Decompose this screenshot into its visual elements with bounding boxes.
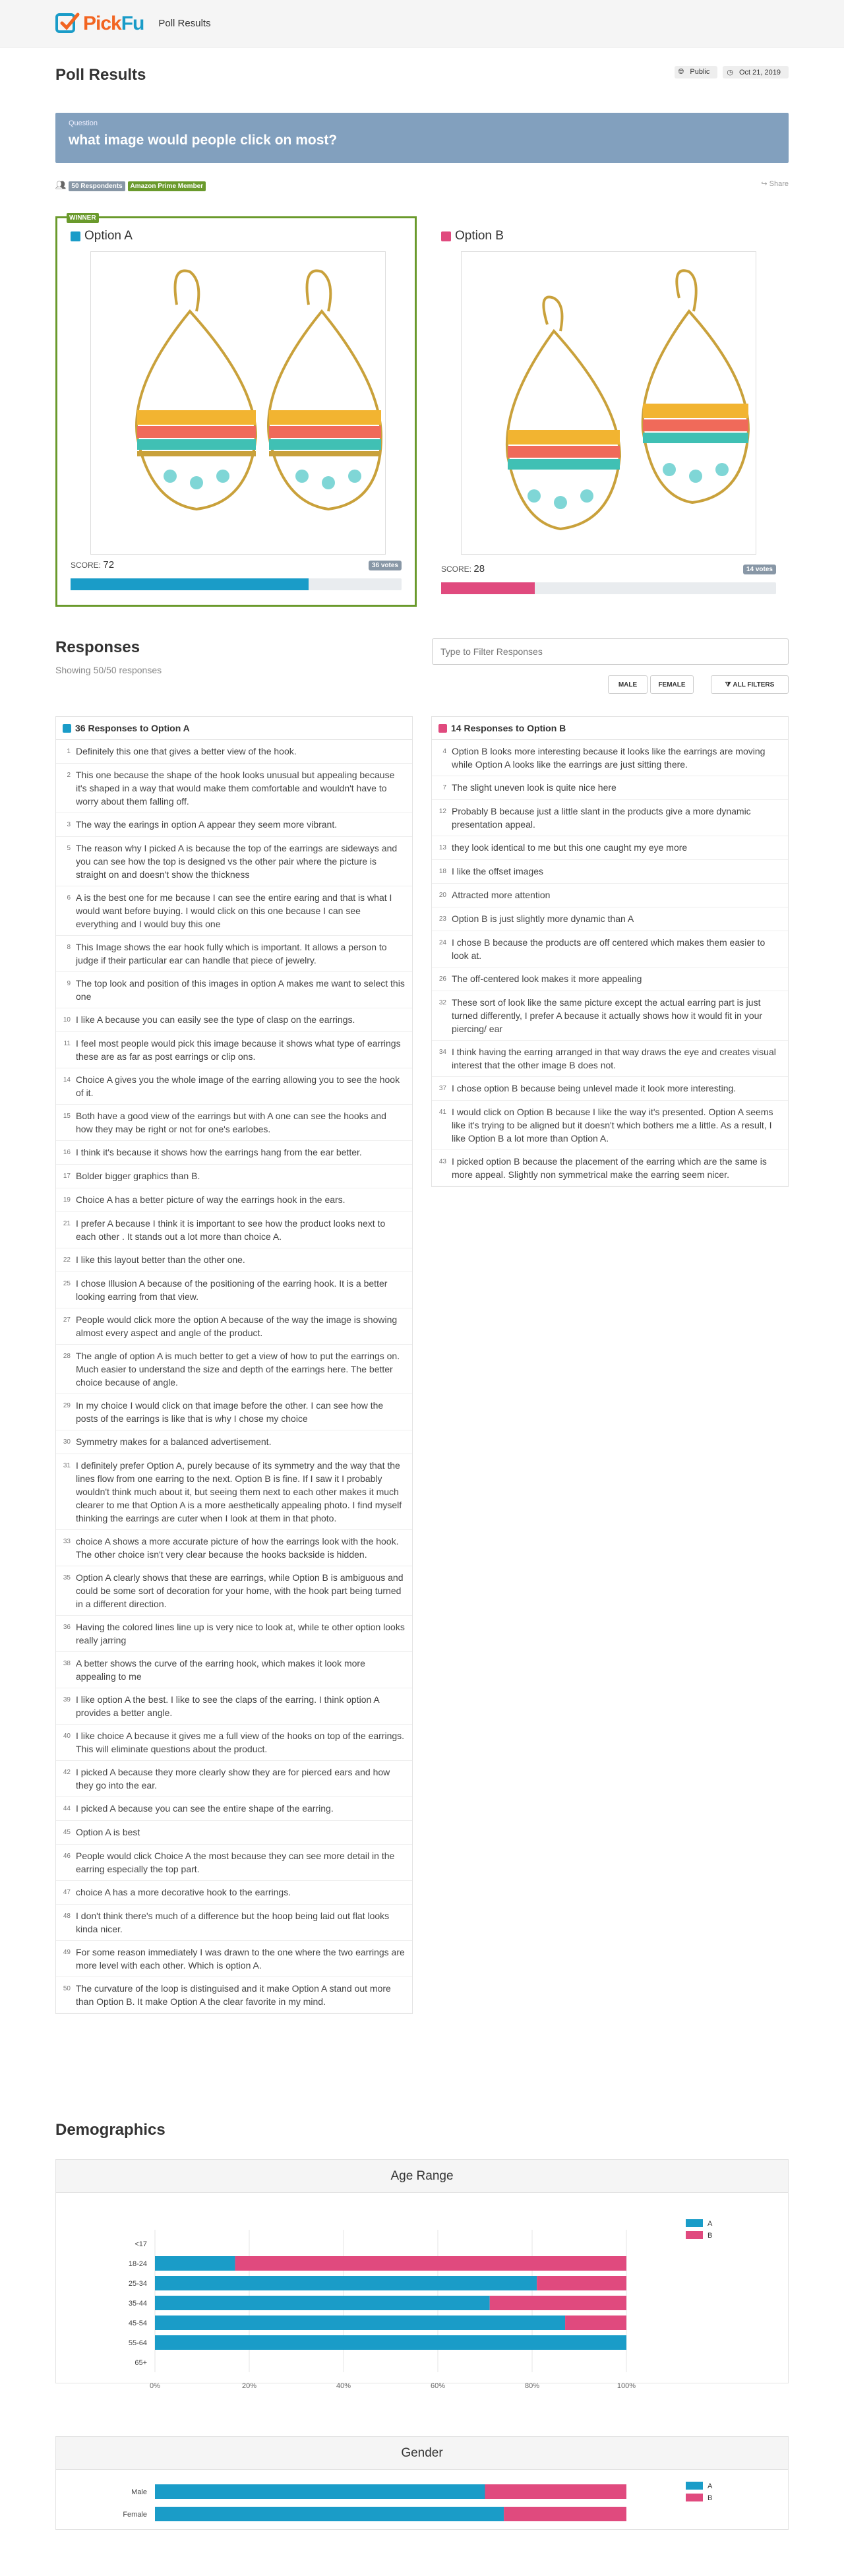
- response-text: The curvature of the loop is distinguised and it make Option A stand out more than Option B. It make Option A the clear favorite in my mind.: [76, 1983, 391, 2007]
- response-item: [56, 1248, 412, 1272]
- response-item: [56, 1032, 412, 1068]
- response-text: The slight uneven look is quite nice here: [452, 782, 617, 793]
- response-text: Symmetry makes for a balanced advertisement.: [76, 1436, 272, 1447]
- response-text: Option B is just slightly more dynamic than A: [452, 913, 634, 924]
- category-label: 35-44: [128, 2300, 147, 2308]
- responses-heading: Responses: [55, 638, 140, 656]
- response-text: I definitely prefer Option A, purely because of its symmetry and the way that the lines flow from one earring to the next. Option B is fine. If I saw it I probably wouldn't think much about it, but seeing them next to each other makes it much clearer to me that Option A is a more aesthetically appealing photo. I find myself thinking the earrings are cuter when I look at them in that photo.: [76, 1460, 402, 1523]
- pickfu-logo[interactable]: [55, 12, 144, 36]
- response-text: The off-centered look makes it more appealing: [452, 973, 642, 984]
- category-label: 55-64: [128, 2339, 147, 2347]
- response-number: 3: [67, 821, 71, 828]
- response-item: [56, 1725, 412, 1761]
- option-b-title: Option B: [441, 229, 776, 243]
- response-text: Bolder bigger graphics than B.: [76, 1171, 200, 1181]
- response-number: 2: [67, 772, 71, 779]
- response-item: [432, 1077, 788, 1101]
- female-filter-button[interactable]: FEMALE: [650, 675, 694, 694]
- response-item: [432, 1150, 788, 1186]
- response-item: [56, 1272, 412, 1308]
- filter-buttons: [55, 675, 789, 695]
- category-label: 45-54: [128, 2319, 147, 2327]
- response-number: 37: [438, 1085, 446, 1092]
- response-item: [56, 1394, 412, 1430]
- filter-icon: ⧩: [725, 681, 733, 689]
- option-a-votes: 36 votes: [369, 561, 402, 570]
- category-label: 65+: [135, 2359, 147, 2367]
- response-text: Both have a good view of the earrings but with A one can see the hooks and how they may be right or not for one's earlobes.: [76, 1111, 386, 1134]
- response-number: 8: [67, 944, 71, 951]
- audience-tag: Amazon Prime Member: [128, 181, 206, 191]
- response-item: [56, 1881, 412, 1905]
- response-number: 25: [63, 1280, 71, 1287]
- response-text: they look identical to me but this one caught my eye more: [452, 842, 688, 853]
- pickfu-logo-icon: [55, 12, 80, 36]
- response-number: 47: [63, 1889, 71, 1896]
- response-item: [56, 1141, 412, 1165]
- response-text: I would click on Option B because I like the way it's presented. Option A seems like it's trying to be aligned but it doesn't which bothers me a little. As a result, I like Option B a lot more than Option A.: [452, 1107, 773, 1144]
- response-number: 21: [63, 1220, 71, 1227]
- response-item: [432, 740, 788, 776]
- response-number: 43: [438, 1158, 446, 1165]
- earring-left-icon: [507, 297, 620, 529]
- response-number: 26: [438, 975, 446, 983]
- question-box: [55, 113, 789, 163]
- response-item: [56, 1068, 412, 1105]
- option-b-score-bar: [441, 582, 776, 594]
- option-b-votes: 14 votes: [743, 565, 776, 574]
- response-number: 32: [438, 999, 446, 1006]
- response-number: 24: [438, 939, 446, 946]
- earring-right-icon: [643, 270, 748, 503]
- bar-segment-a: [155, 2256, 235, 2271]
- response-text: I prefer A because I think it is important to see how the product looks next to each other . It stands out a lot more than choice A.: [76, 1218, 386, 1242]
- users-icon: 👥︎: [55, 180, 67, 190]
- bar-segment-a: [155, 2335, 626, 2350]
- response-text: Probably B because just a little slant in the products give a more dynamic presentation appeal.: [452, 806, 751, 830]
- option-a-card[interactable]: [55, 216, 417, 607]
- option-a-score-bar: [71, 578, 402, 590]
- response-item: [56, 1105, 412, 1141]
- response-number: 45: [63, 1829, 71, 1836]
- bar-segment-b: [235, 2256, 626, 2271]
- option-a-responses: [55, 716, 413, 2014]
- response-item: [56, 1188, 412, 1212]
- age-range-panel: [55, 2159, 789, 2390]
- response-item: [56, 1165, 412, 1188]
- response-text: I think having the earring arranged in that way draws the eye and creates visual interest that the other image B does not.: [452, 1047, 776, 1070]
- response-text: choice A shows a more accurate picture of how the earrings look with the hook. The other choice isn't very clear because the hooks backside is hidden.: [76, 1536, 399, 1560]
- response-number: 9: [67, 980, 71, 987]
- response-item: [432, 1041, 788, 1077]
- response-text: These sort of look like the same picture except the actual earring part is just turned differently, I prefer A because it actually shows how it would fit in your piercing/ ear: [452, 997, 763, 1034]
- question-text: what image would people click on most?: [69, 133, 338, 148]
- page-title: Poll Results: [55, 66, 146, 84]
- response-text: Choice A gives you the whole image of the earring allowing you to see the hook of it.: [76, 1074, 400, 1098]
- bar-segment-b: [490, 2296, 626, 2310]
- response-number: 14: [63, 1076, 71, 1084]
- response-number: 17: [63, 1173, 71, 1180]
- response-number: 18: [438, 868, 446, 875]
- response-item: [432, 860, 788, 884]
- option-b-score: SCORE: 28: [441, 563, 485, 574]
- response-text: I picked A because you can see the entire shape of the earring.: [76, 1803, 334, 1814]
- legend-label: B: [708, 2494, 713, 2502]
- response-number: 28: [63, 1353, 71, 1360]
- response-item: [56, 1616, 412, 1652]
- response-text: I like the offset images: [452, 866, 544, 876]
- poll-header: [55, 66, 789, 92]
- response-item: [56, 1941, 412, 1977]
- response-number: 44: [63, 1805, 71, 1812]
- option-a-image[interactable]: [90, 251, 386, 555]
- response-number: 27: [63, 1316, 71, 1324]
- response-text: A is the best one for me because I can see the entire earing and that is what I would want before buying. I would click on this one because I can see everything and I would buy this one: [76, 892, 392, 929]
- response-number: 7: [442, 784, 446, 791]
- response-text: Attracted more attention: [452, 890, 551, 900]
- visibility-badge: 🌐︎ Public: [675, 66, 718, 78]
- winner-badge: WINNER: [67, 213, 99, 223]
- legend-swatch: [686, 2231, 703, 2239]
- response-number: 49: [63, 1949, 71, 1956]
- bar-segment-b: [485, 2484, 627, 2499]
- age-range-chart: [56, 2193, 788, 2390]
- respondents-tag: 50 Respondents: [69, 181, 125, 191]
- response-item: [56, 1530, 412, 1566]
- category-label: 18-24: [128, 2260, 147, 2268]
- bar-segment-a: [155, 2484, 485, 2499]
- response-item: [56, 936, 412, 972]
- response-item: [56, 1845, 412, 1881]
- response-text: Having the colored lines line up is very nice to look at, while te other option looks really jarring: [76, 1622, 405, 1645]
- response-item: [56, 1212, 412, 1248]
- response-text: Option B looks more interesting because it looks like the earrings are moving while Option A looks like the earrings are just sitting there.: [452, 746, 766, 770]
- response-item: [56, 1797, 412, 1821]
- option-b-image[interactable]: [461, 251, 756, 555]
- legend-swatch: [686, 2482, 703, 2490]
- response-text: I chose option B because being unlevel made it look more interesting.: [452, 1083, 737, 1093]
- bar-segment-a: [155, 2315, 565, 2330]
- response-item: [56, 740, 412, 764]
- response-number: 42: [63, 1769, 71, 1776]
- nav-title: Poll Results: [158, 18, 211, 29]
- response-number: 6: [67, 894, 71, 902]
- response-number: 19: [63, 1196, 71, 1204]
- demographics-section: [55, 2121, 789, 2530]
- response-item: [56, 886, 412, 936]
- response-text: I picked A because they more clearly show they are for pierced ears and how they go into the ear.: [76, 1767, 390, 1791]
- response-item: [56, 1821, 412, 1845]
- response-number: 15: [63, 1113, 71, 1120]
- response-text: The angle of option A is much better to get a view of how to put the earrings on. Much easier to understand the size and depth of the earrings here. The better choice because of angle.: [76, 1351, 400, 1388]
- response-text: This one because the shape of the hook looks unusual but appealing because it's shaped in a way that would make them comfortable and wouldn't have to worry about them falling off.: [76, 770, 395, 807]
- option-a-score-fill: [71, 578, 309, 590]
- x-tick-label: 40%: [336, 2382, 351, 2390]
- response-item: [432, 800, 788, 836]
- response-item: [56, 1977, 412, 2013]
- response-number: 11: [63, 1040, 71, 1047]
- response-text: People would click more the option A because of the way the image is showing almost every aspect and angle of the product.: [76, 1314, 398, 1338]
- response-item: [56, 764, 412, 813]
- response-text: I chose Illusion A because of the positioning of the earring hook. It is a better looking earring from that view.: [76, 1278, 388, 1302]
- option-b-responses: [431, 716, 789, 1187]
- response-item: [432, 907, 788, 931]
- response-item: [432, 991, 788, 1041]
- response-number: 12: [438, 808, 446, 815]
- response-number: 48: [63, 1913, 71, 1920]
- option-a-responses-header: 36 Responses to Option A: [56, 717, 412, 740]
- response-text: The reason why I picked A is because the top of the earrings are sideways and you can see how the top is designed vs the other pair where the picture is straight on and doesn't show the thickness: [76, 843, 398, 880]
- response-number: 16: [63, 1149, 71, 1156]
- earring-right-icon: [268, 271, 381, 509]
- response-text: choice A has a more decorative hook to the earrings.: [76, 1887, 291, 1897]
- response-number: 35: [63, 1574, 71, 1581]
- response-item: [56, 1008, 412, 1032]
- question-label: Question: [69, 119, 98, 127]
- response-item: [56, 837, 412, 886]
- x-tick-label: 20%: [241, 2382, 257, 2390]
- category-label: Female: [123, 2511, 147, 2519]
- response-number: 46: [63, 1853, 71, 1860]
- male-filter-button[interactable]: MALE: [608, 675, 648, 694]
- response-item: [432, 776, 788, 800]
- response-text: For some reason immediately I was drawn to the one where the two earrings are more level with each other. Which is option A.: [76, 1947, 405, 1971]
- legend-swatch: [686, 2494, 703, 2501]
- response-item: [432, 836, 788, 860]
- response-text: I like this layout better than the other one.: [76, 1254, 245, 1265]
- share-link[interactable]: ↪ Share: [761, 180, 789, 188]
- option-b-card[interactable]: [428, 218, 789, 609]
- response-item: [56, 1652, 412, 1688]
- response-text: I picked option B because the placement of the earring which are the same is more appeal. Slightly non symmetrical make the earring seem nicer.: [452, 1156, 767, 1180]
- response-text: This Image shows the ear hook fully which is important. It allows a person to judge if their particular ear can handle that piece of jewelry.: [76, 942, 387, 966]
- category-label: 25-34: [128, 2280, 147, 2288]
- response-number: 13: [438, 844, 446, 851]
- legend-label: A: [708, 2482, 713, 2490]
- response-number: 5: [67, 845, 71, 852]
- legend-label: A: [708, 2220, 713, 2228]
- date-badge: ◷ Oct 21, 2019: [723, 66, 789, 78]
- response-number: 36: [63, 1624, 71, 1631]
- response-number: 10: [63, 1016, 71, 1024]
- gender-panel: [55, 2436, 789, 2530]
- category-label: <17: [135, 2240, 147, 2248]
- x-tick-label: 80%: [524, 2382, 540, 2390]
- x-tick-label: 0%: [150, 2382, 160, 2390]
- bar-segment-b: [537, 2276, 626, 2290]
- option-b-score-fill: [441, 582, 535, 594]
- response-number: 39: [63, 1696, 71, 1703]
- response-item: [432, 931, 788, 967]
- bar-segment-a: [155, 2507, 504, 2521]
- legend-label: B: [708, 2232, 713, 2240]
- response-number: 30: [63, 1438, 71, 1446]
- category-label: Male: [131, 2488, 147, 2496]
- response-item: [56, 1688, 412, 1725]
- response-item: [56, 1761, 412, 1797]
- response-text: I feel most people would pick this image because it shows what type of earrings these are as far as post earrings or clip ons.: [76, 1038, 401, 1062]
- response-text: Option A clearly shows that these are earrings, while Option B is ambiguous and could be some sort of decoration for your home, with the hook part being turned in a different direction.: [76, 1572, 404, 1609]
- bar-segment-b: [565, 2315, 626, 2330]
- gender-chart: [56, 2470, 788, 2529]
- bar-segment-a: [155, 2296, 490, 2310]
- response-item: [56, 1905, 412, 1941]
- response-text: Choice A has a better picture of way the earrings hook in the ears.: [76, 1194, 346, 1205]
- all-filters-button[interactable]: ⧩ ALL FILTERS: [711, 675, 789, 694]
- response-item: [432, 884, 788, 907]
- response-text: I think it's because it shows how the earrings hang from the ear better.: [76, 1147, 362, 1157]
- response-text: I don't think there's much of a difference but the hoop being laid out flat looks kinda nicer.: [76, 1911, 390, 1934]
- earring-left-icon: [136, 271, 256, 509]
- response-text: Definitely this one that gives a better view of the hook.: [76, 746, 297, 756]
- response-item: [56, 813, 412, 837]
- x-tick-label: 100%: [617, 2382, 636, 2390]
- response-item: [56, 1566, 412, 1616]
- response-number: 34: [438, 1049, 446, 1056]
- response-item: [56, 1308, 412, 1345]
- response-text: People would click Choice A the most because they can see more detail in the earring especially the top part.: [76, 1851, 395, 1874]
- legend-swatch: [686, 2219, 703, 2227]
- response-number: 38: [63, 1660, 71, 1667]
- response-number: 40: [63, 1733, 71, 1740]
- response-text: A better shows the curve of the earring hook, which makes it look more appealing to me: [76, 1658, 365, 1682]
- response-number: 4: [442, 748, 446, 755]
- response-text: I like A because you can easily see the type of clasp on the earrings.: [76, 1014, 355, 1025]
- option-a-title: Option A: [71, 229, 402, 243]
- response-text: Option A is best: [76, 1827, 140, 1837]
- demographics-heading: Demographics: [55, 2121, 166, 2139]
- response-item: [56, 972, 412, 1008]
- responses-count: Showing 50/50 responses: [55, 665, 162, 675]
- response-text: I chose B because the products are off centered which makes them easier to look at.: [452, 937, 766, 961]
- response-number: 31: [63, 1462, 71, 1469]
- response-text: I like choice A because it gives me a full view of the hooks on top of the earrings. This will eliminate questions about the product.: [76, 1731, 405, 1754]
- response-number: 29: [63, 1402, 71, 1409]
- filter-responses-input[interactable]: [432, 638, 789, 665]
- response-number: 33: [63, 1538, 71, 1545]
- tag-row: [55, 179, 789, 193]
- bar-segment-b: [504, 2507, 626, 2521]
- response-text: I like option A the best. I like to see the claps of the earring. I think option A provides a better angle.: [76, 1694, 379, 1718]
- response-number: 50: [63, 1985, 71, 1992]
- response-number: 1: [67, 748, 71, 755]
- bar-segment-a: [155, 2276, 537, 2290]
- response-text: The way the earings in option A appear they seem more vibrant.: [76, 819, 338, 830]
- option-a-score: SCORE: 72: [71, 559, 115, 570]
- response-item: [56, 1345, 412, 1394]
- gender-chart-title: Gender: [56, 2437, 788, 2470]
- x-tick-label: 60%: [430, 2382, 446, 2390]
- response-text: In my choice I would click on that image before the other. I can see how the posts of the earrings is like that is why I chose my choice: [76, 1400, 384, 1424]
- top-bar: [0, 0, 844, 47]
- response-item: [432, 967, 788, 991]
- brand-name: PickFu: [83, 12, 144, 34]
- response-number: 20: [438, 892, 446, 899]
- response-number: 22: [63, 1256, 71, 1264]
- age-chart-title: Age Range: [56, 2160, 788, 2193]
- option-b-responses-header: 14 Responses to Option B: [432, 717, 788, 740]
- response-number: 41: [438, 1109, 446, 1116]
- response-number: 23: [438, 915, 446, 923]
- response-text: The top look and position of this images in option A makes me want to select this one: [76, 978, 405, 1002]
- response-item: [56, 1430, 412, 1454]
- response-item: [56, 1454, 412, 1530]
- response-item: [432, 1101, 788, 1150]
